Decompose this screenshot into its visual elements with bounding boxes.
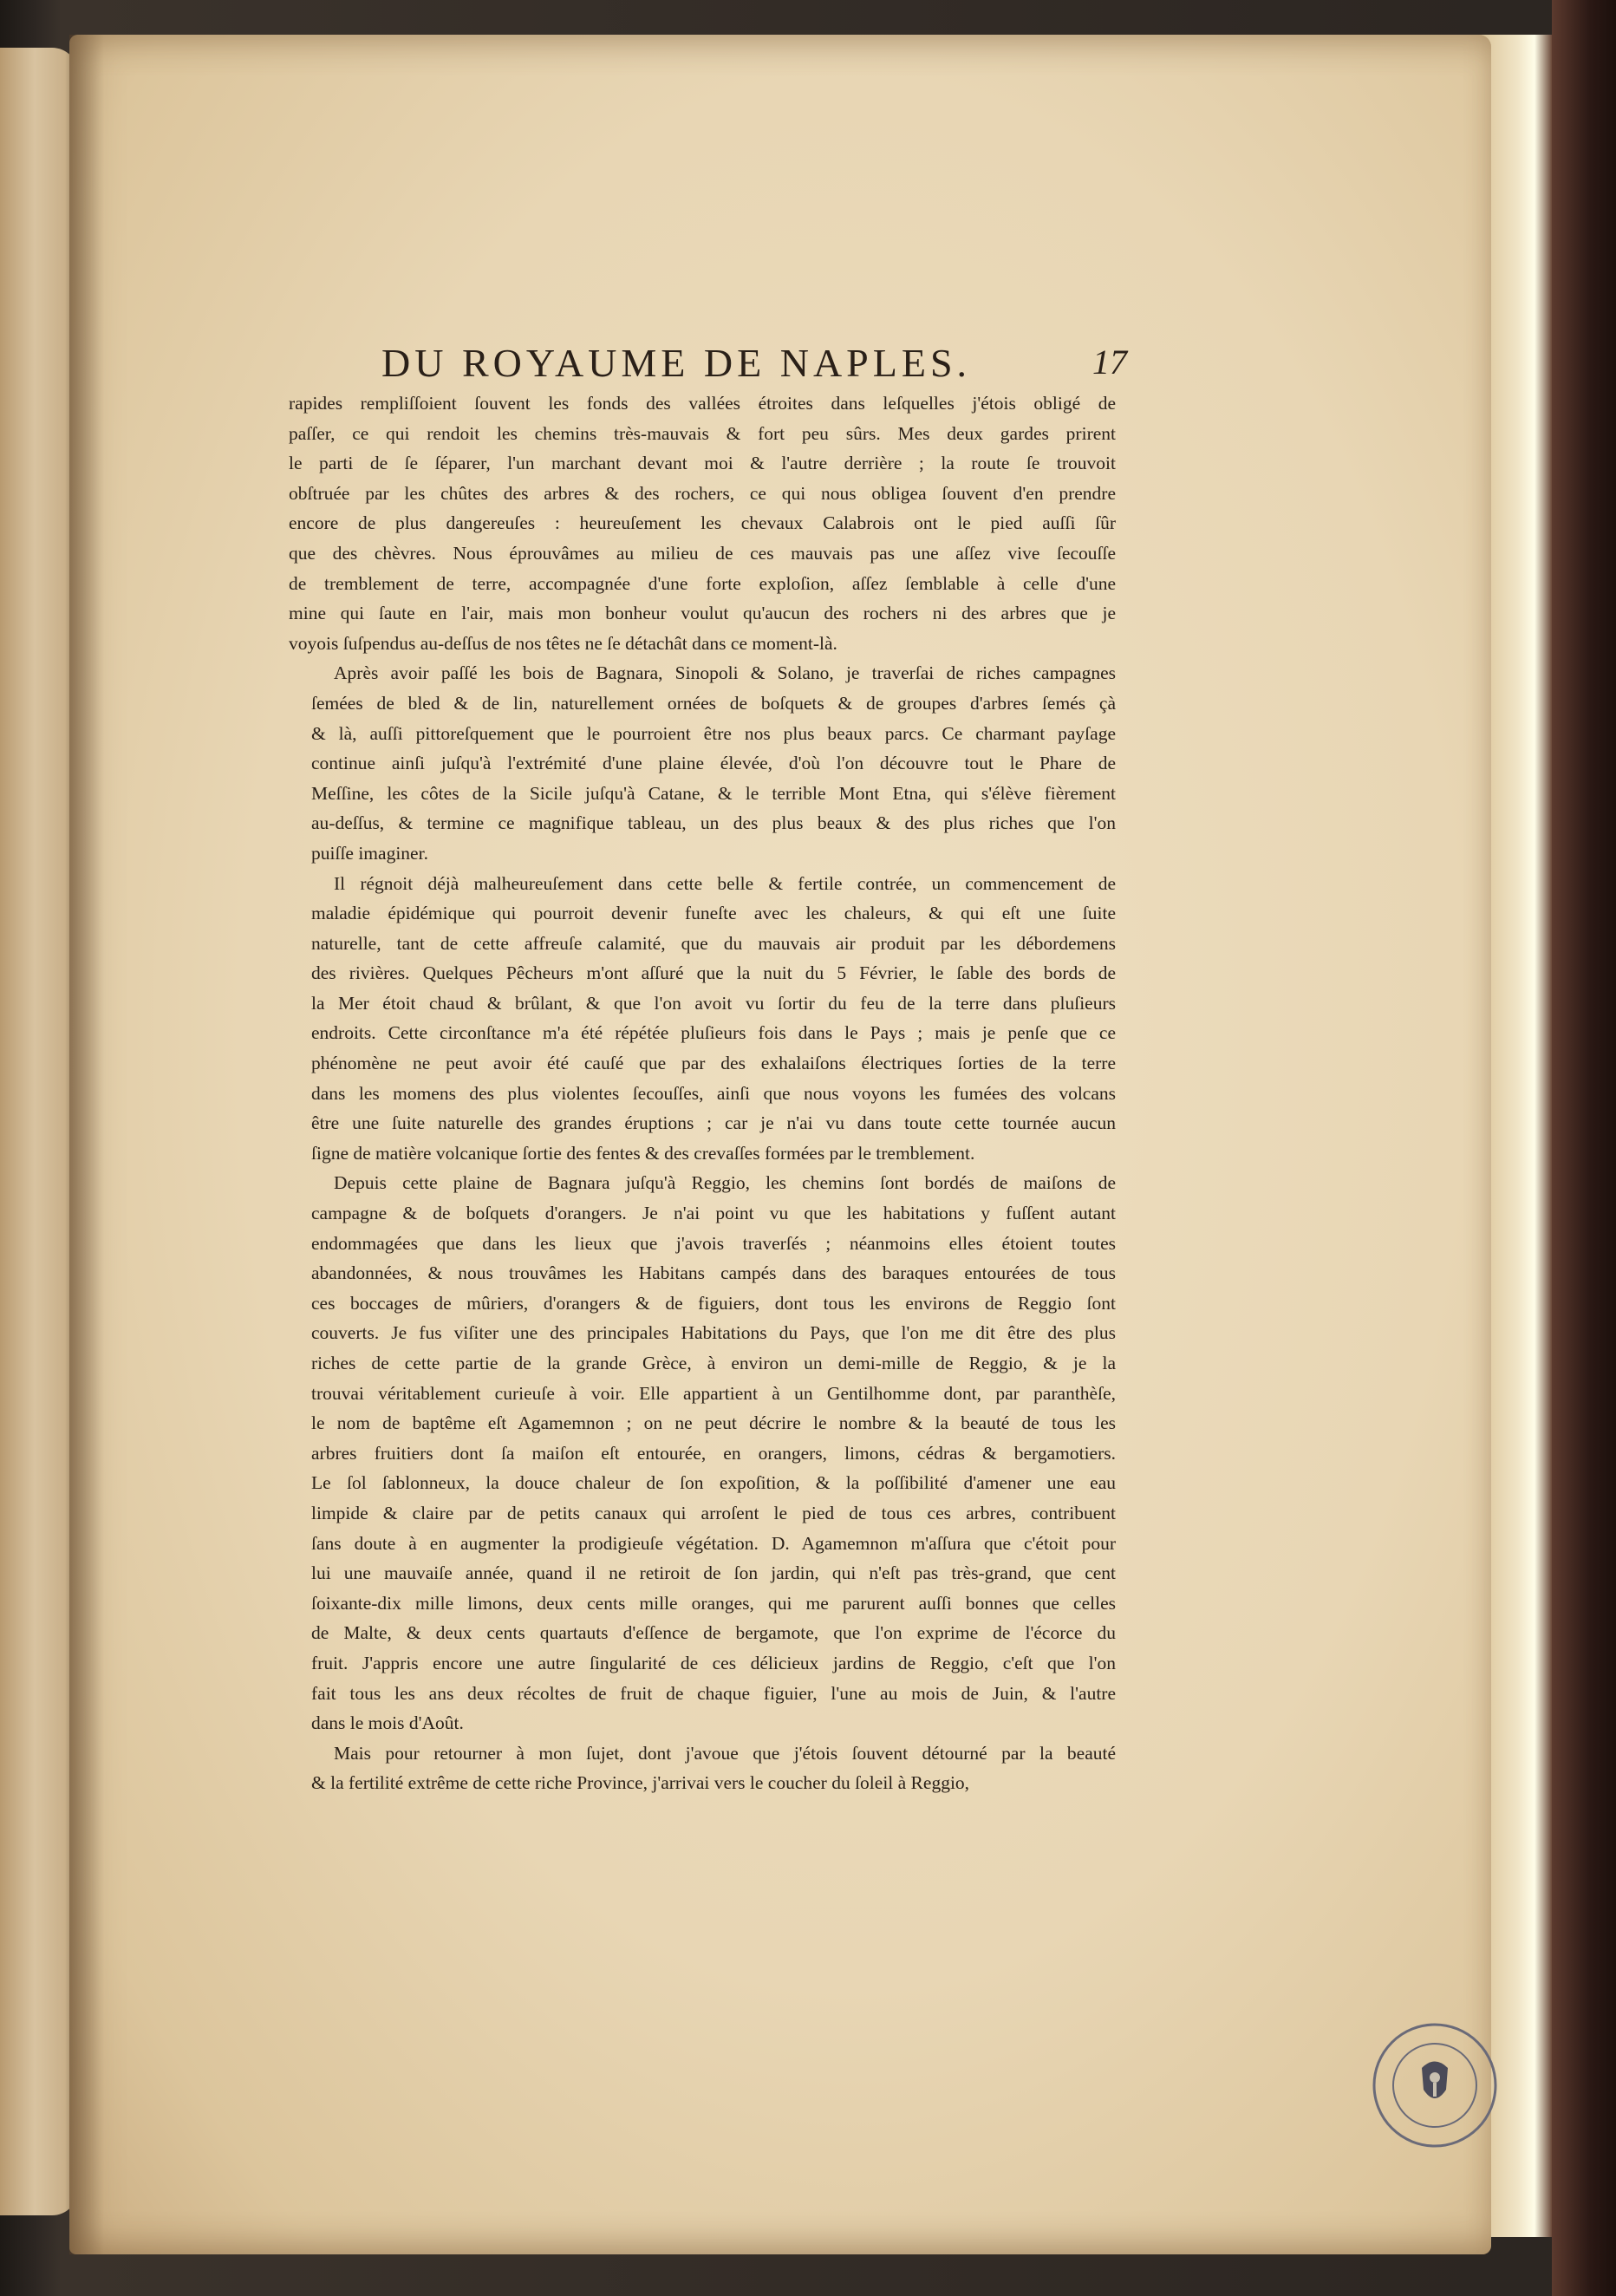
paragraph [289,1738,1116,1798]
text-line: Depuis cette plaine de Bagnara juſqu'à Reggio, les chemins ſont bordés de maiſons de [334,1172,1116,1194]
text-line: couverts. Je fus viſiter une des principales Habitations du Pays, que l'on me dit être des plus [311,1322,1116,1344]
paragraph [289,1168,1116,1738]
text-line: paſſer, ce qui rendoit les chemins très-mauvais & fort peu sûrs. Mes deux gardes prirent [289,422,1116,444]
text-line: fruit. J'appris encore une autre ſingularité de ces délicieux jardins de Reggio, c'eſt que l'on [311,1652,1116,1673]
paragraph [289,388,1116,658]
text-line: Il régnoit déjà malheureuſement dans cette belle & fertile contrée, un commencement de [334,872,1116,894]
text-line: continue ainſi juſqu'à l'extrémité d'une plaine élevée, d'où l'on découvre tout le Phare de [311,753,1116,774]
text-line: ces boccages de mûriers, d'orangers & de figuiers, dont tous les environs de Reggio ſont [311,1292,1116,1314]
text-line: que des chèvres. Nous éprouvâmes au milieu de ces mauvais pas une aſſez vive ſecouſſe [289,542,1116,564]
text-line: fait tous les ans deux récoltes de fruit de chaque figuier, l'une au mois de Juin, & l'autre [311,1682,1116,1704]
text-line: voyois ſuſpendus au-deſſus de nos têtes ne ſe détachât dans ce moment-là. [289,632,837,654]
body-text [289,388,1116,1798]
text-line: abandonnées, & nous trouvâmes les Habitans campés dans des baraques entourées de tous [311,1262,1116,1284]
text-line: rapides rempliſſoient ſouvent les fonds des vallées étroites dans leſquelles j'étois obligé de [289,393,1116,414]
page-header [381,340,1127,392]
running-title: DU ROYAUME DE NAPLES. [381,341,972,385]
text-line: le parti de ſe ſéparer, l'un marchant devant moi & l'autre derrière ; la route ſe trouvoit [289,453,1116,474]
book-cover-board [1552,0,1616,2296]
text-line: arbres fruitiers dont ſa maiſon eſt entourée, en orangers, limons, cédras & bergamotiers. [311,1442,1116,1464]
text-line: ſoixante-dix mille limons, deux cents mille oranges, qui me parurent auſſi bonnes que celles [311,1592,1116,1614]
paragraph [289,658,1116,868]
text-line: Mais pour retourner à mon ſujet, dont j'avoue que j'étois ſouvent détourné par la beauté [334,1742,1116,1764]
text-line: dans le mois d'Août. [311,1712,464,1734]
text-line: naturelle, tant de cette affreuſe calamité, que du mauvais air produit par les débordemens [311,932,1116,954]
text-line: endommagées que dans les lieux que j'avois traverſés ; néanmoins elles étoient toutes [311,1232,1116,1254]
text-line: le nom de baptême eſt Agamemnon ; on ne peut décrire le nombre & la beauté de tous les [311,1412,1116,1434]
text-line: de Malte, & deux cents quartauts d'eſſence de bergamote, que l'on exprime de l'écorce du [311,1622,1116,1644]
text-line: des rivières. Quelques Pêcheurs m'ont aſſuré que la nuit du 5 Février, le ſable des bords de [311,962,1116,984]
gutter-shadow [69,35,104,2254]
text-line: Après avoir paſſé les bois de Bagnara, Sinopoli & Solano, je traverſai de riches campagnes [334,662,1116,684]
text-line: mine qui ſaute en l'air, mais mon bonheur voulut qu'aucun des rochers ni des arbres que je [289,603,1116,624]
text-line: ſemées de bled & de lin, naturellement ornées de boſquets & de groupes d'arbres ſemés çà [311,692,1116,714]
text-line: obſtruée par les chûtes des arbres & des rochers, ce qui nous obligea ſouvent d'en prendre [289,482,1116,504]
text-line: puiſſe imaginer. [311,842,428,864]
text-line: ſans doute à en augmenter la prodigieuſe végétation. D. Agamemnon m'aſſura que c'étoit pour [311,1532,1116,1554]
text-line: campagne & de boſquets d'orangers. Je n'ai point vu que les habitations y fuſſent autant [311,1203,1116,1224]
paragraph [289,869,1116,1169]
text-line: la Mer étoit chaud & brûlant, & que l'on avoit vu ſortir du feu de la terre dans pluſieurs [311,992,1116,1014]
text-line: encore de plus dangereuſes : heureuſement les chevaux Calabrois ont le pied auſſi ſûr [289,512,1116,534]
text-line: phénomène ne peut avoir été cauſé que par des exhalaiſons électriques ſorties de la terre [311,1053,1116,1074]
text-line: au-deſſus, & termine ce magnifique tableau, un des plus beaux & des plus riches que l'on [311,812,1116,834]
facing-page-edge [0,48,78,2215]
text-line: Le ſol ſablonneux, la douce chaleur de ſon expoſition, & la poſſibilité d'amener une eau [311,1472,1116,1494]
text-line: ſigne de matière volcanique ſortie des fentes & des crevaſſes formées par le tremblement. [311,1142,975,1164]
text-line: endroits. Cette circonſtance m'a été répétée pluſieurs fois dans le Pays ; mais je penſe que ce [311,1022,1116,1044]
page-number: 17 [1092,342,1127,382]
text-line: limpide & claire par de petits canaux qui arroſent le pied de tous ces arbres, contribuent [311,1502,1116,1523]
text-line: trouvai véritablement curieuſe à voir. Elle appartient à un Gentilhomme dont, par paranthèſe, [311,1382,1116,1404]
text-line: dans les momens des plus violentes ſecouſſes, ainſi que nous voyons les fumées des volcans [311,1082,1116,1104]
text-line: & là, auſſi pittoreſquement que le pourroient être nos plus beaux parcs. Ce charmant payſage [311,722,1116,744]
text-line: maladie épidémique qui pourroit devenir funeſte avec les chaleurs, & qui eſt une ſuite [311,903,1116,924]
text-line: de tremblement de terre, accompagnée d'une forte exploſion, aſſez ſemblable à celle d'une [289,572,1116,594]
library-stamp [1370,2020,1500,2150]
library-stamp-seal [1370,2020,1500,2150]
text-line: riches de cette partie de la grande Grèce, à environ un demi-mille de Reggio, & je la [311,1353,1116,1373]
text-line: être une ſuite naturelle des grandes éruptions ; car je n'ai vu dans toute cette tournée aucun [311,1112,1116,1134]
text-line: & la fertilité extrême de cette riche Province, j'arrivai vers le coucher du ſoleil à Reggio, [311,1772,970,1794]
text-line: Meſſine, les côtes de la Sicile juſqu'à Catane, & le terrible Mont Etna, qui s'élève fièrement [311,782,1116,804]
text-line: lui une mauvaiſe année, quand il ne retiroit de ſon jardin, qui n'eſt pas très-grand, que cent [311,1562,1116,1584]
